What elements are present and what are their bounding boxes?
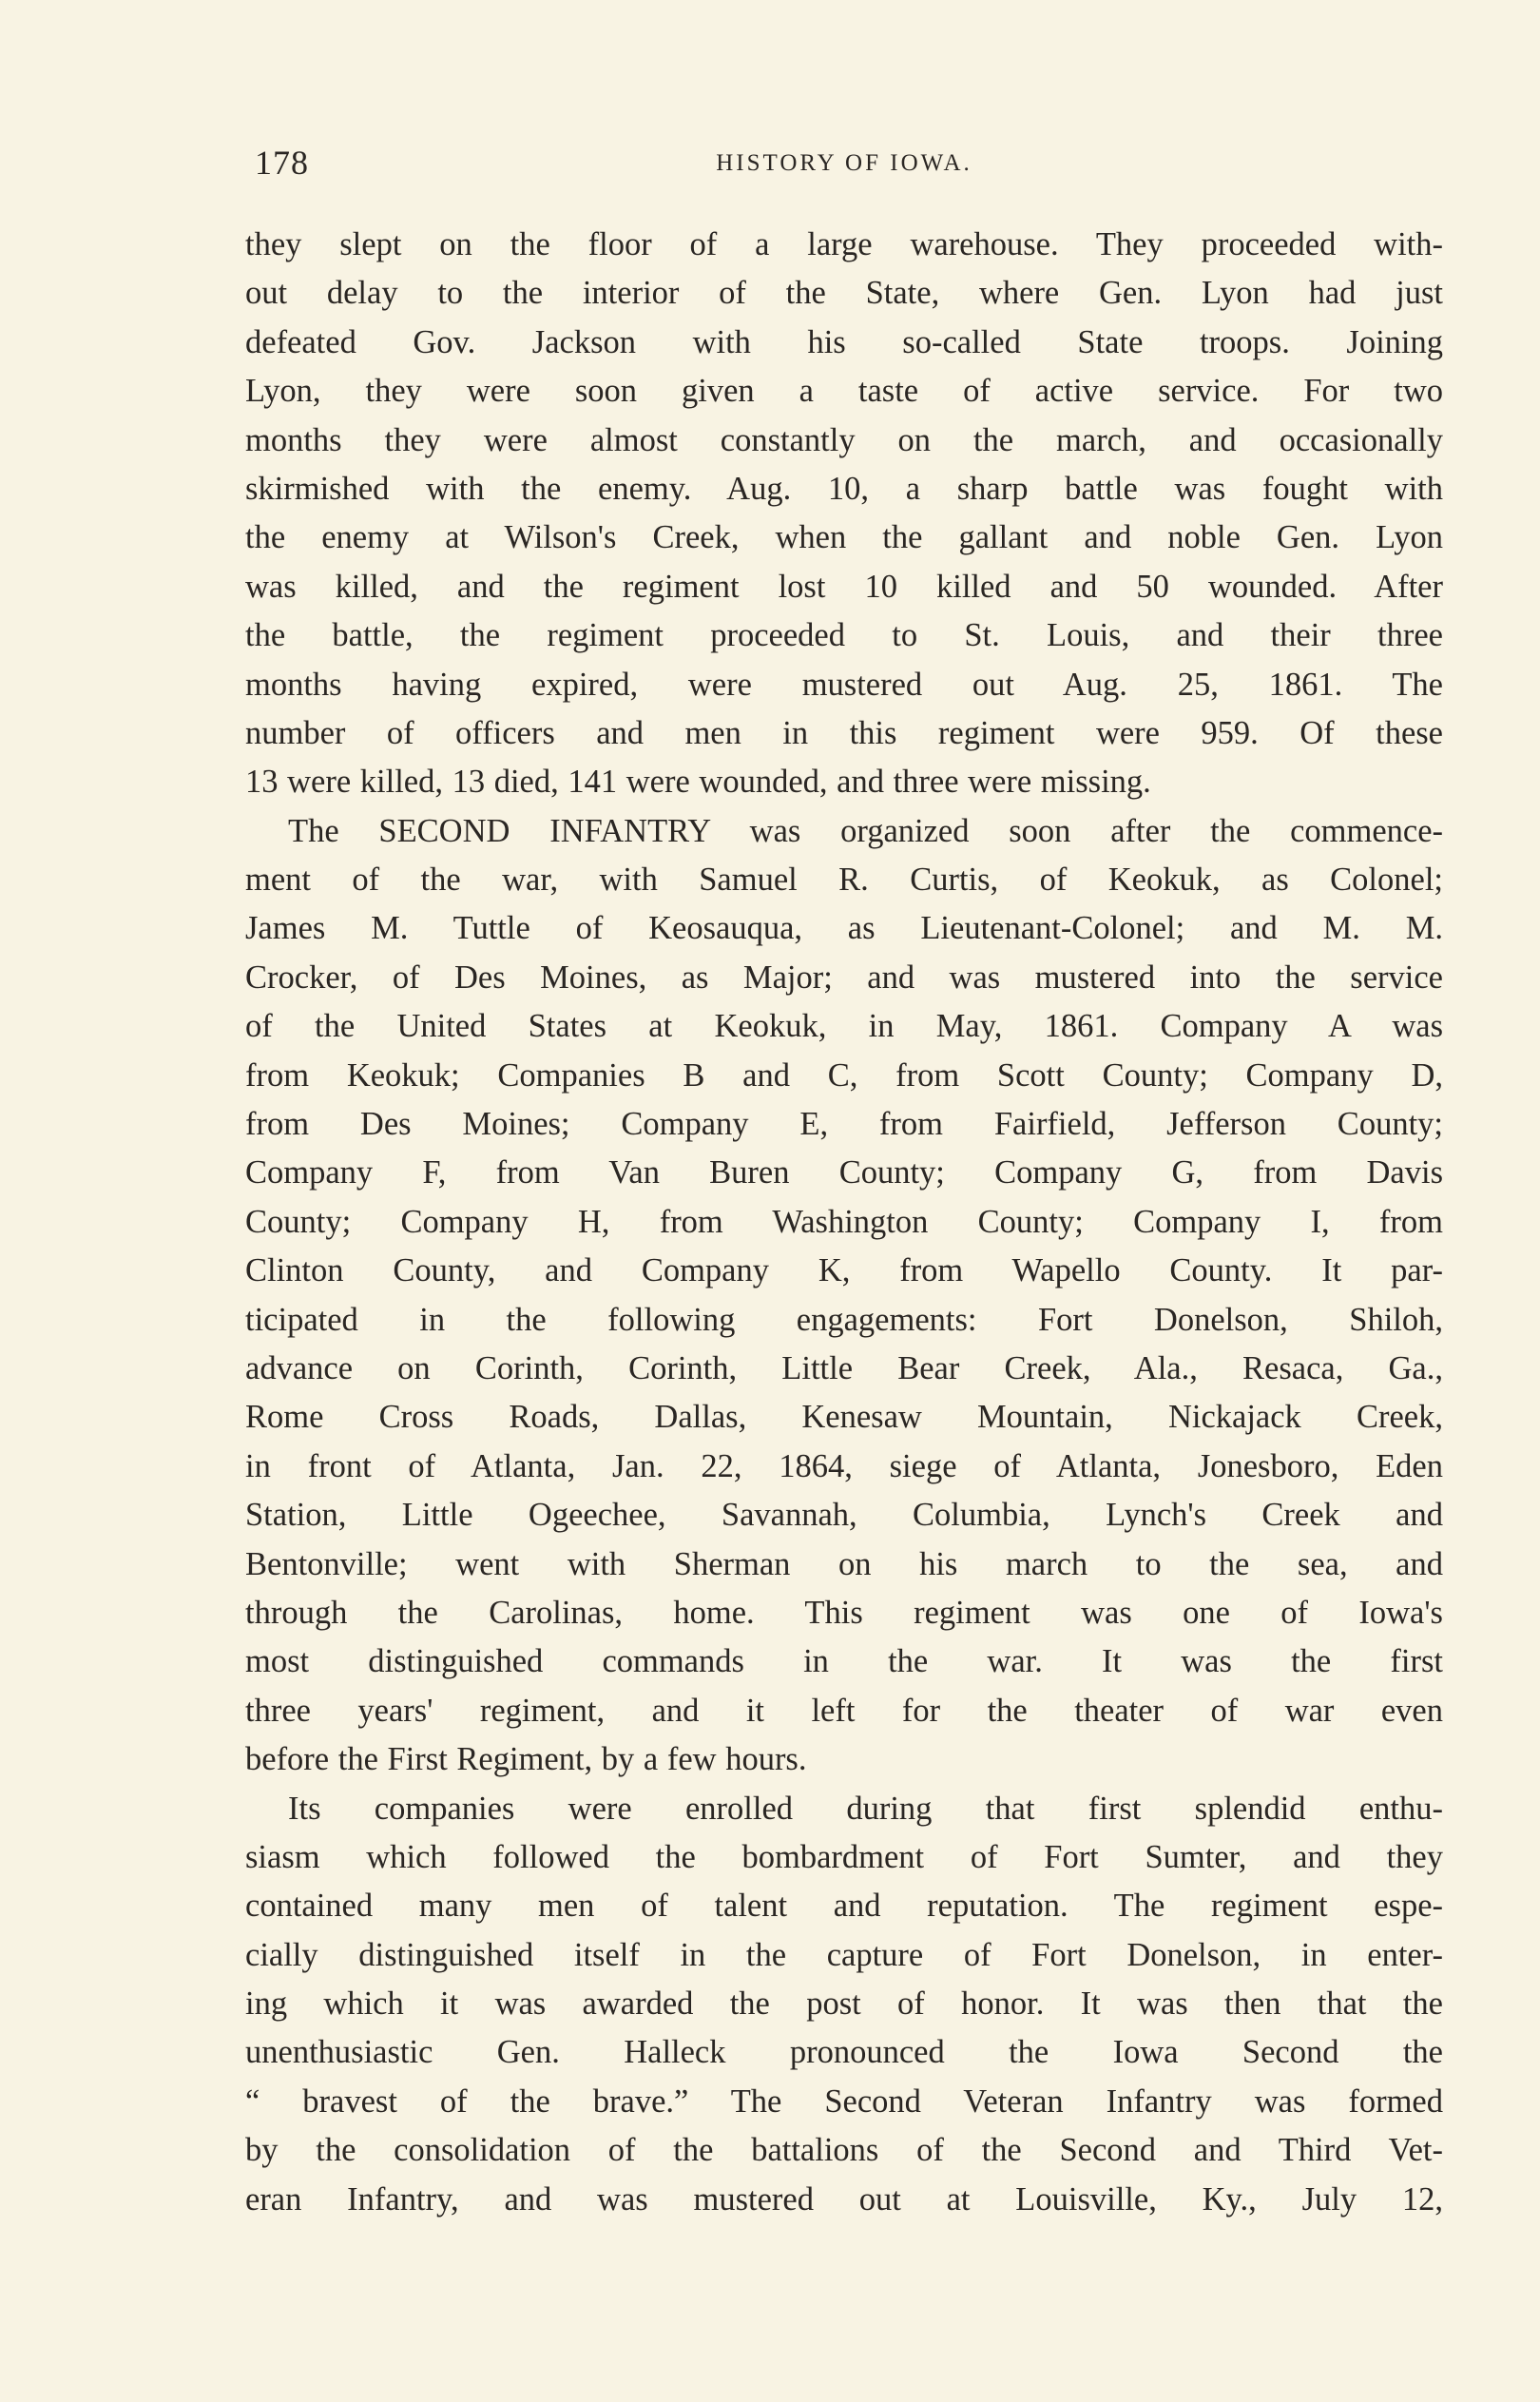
- text-line: by the consolidation of the battalions of the Second and Third Vet-: [245, 2132, 1443, 2169]
- text-line: “ bravest of the brave.” The Second Veteran Infantry was formed: [245, 2082, 1443, 2120]
- text-line: siasm which followed the bombardment of Fort Sumter, and they: [245, 1838, 1443, 1875]
- text-line: contained many men of talent and reputation. The regiment espe-: [245, 1888, 1443, 1925]
- text-line: of the United States at Keokuk, in May, 1861. Company A was: [245, 1008, 1443, 1045]
- text-line: unenthusiastic Gen. Halleck pronounced the Iowa Second the: [245, 2034, 1443, 2071]
- text-line: skirmished with the enemy. Aug. 10, a sharp battle was fought with: [245, 470, 1443, 507]
- text-line: 13 were killed, 13 died, 141 were wounded, and three were missing.: [245, 764, 1151, 801]
- body-text: [245, 221, 1443, 2224]
- text-line: from Keokuk; Companies B and C, from Scott County; Company D,: [245, 1056, 1443, 1094]
- text-line: eran Infantry, and was mustered out at Louisville, Ky., July 12,: [245, 2180, 1443, 2218]
- text-line: months they were almost constantly on the march, and occasionally: [245, 421, 1443, 458]
- text-line: Company F, from Van Buren County; Company G, from Davis: [245, 1154, 1443, 1191]
- text-line: out delay to the interior of the State, where Gen. Lyon had just: [245, 275, 1443, 312]
- text-line: Its companies were enrolled during that first splendid enthu-: [288, 1790, 1443, 1827]
- page-header: [255, 143, 1434, 190]
- text-line: they slept on the floor of a large warehouse. They proceeded with-: [245, 226, 1443, 262]
- text-line: cially distinguished itself in the capture of Fort Donelson, in enter-: [245, 1936, 1443, 1973]
- text-line: ticipated in the following engagements: Fort Donelson, Shiloh,: [245, 1301, 1443, 1338]
- text-line: was killed, and the regiment lost 10 killed and 50 wounded. After: [245, 568, 1443, 605]
- text-line: ment of the war, with Samuel R. Curtis, of Keokuk, as Colonel;: [245, 862, 1443, 899]
- text-line: most distinguished commands in the war. It was the first: [245, 1643, 1443, 1680]
- text-line: from Des Moines; Company E, from Fairfield, Jefferson County;: [245, 1106, 1443, 1143]
- text-line: Rome Cross Roads, Dallas, Kenesaw Mountain, Nickajack Creek,: [245, 1399, 1443, 1436]
- text-line: The SECOND INFANTRY was organized soon after the commence-: [288, 812, 1443, 849]
- text-line: three years' regiment, and it left for the theater of war even: [245, 1692, 1443, 1729]
- text-line: County; Company H, from Washington County; Company I, from: [245, 1203, 1443, 1240]
- text-line: Station, Little Ogeechee, Savannah, Columbia, Lynch's Creek and: [245, 1497, 1443, 1534]
- text-line: months having expired, were mustered out Aug. 25, 1861. The: [245, 666, 1443, 703]
- text-line: Crocker, of Des Moines, as Major; and was mustered into the service: [245, 959, 1443, 996]
- text-line: the battle, the regiment proceeded to St. Louis, and their three: [245, 617, 1443, 654]
- text-line: ing which it was awarded the post of honor. It was then that the: [245, 1986, 1443, 2023]
- text-line: defeated Gov. Jackson with his so-called State troops. Joining: [245, 323, 1443, 360]
- text-line: the enemy at Wilson's Creek, when the gallant and noble Gen. Lyon: [245, 519, 1443, 556]
- running-title: HISTORY OF IOWA.: [716, 150, 972, 176]
- text-line: Bentonville; went with Sherman on his march to the sea, and: [245, 1545, 1443, 1582]
- text-line: in front of Atlanta, Jan. 22, 1864, siege of Atlanta, Jonesboro, Eden: [245, 1447, 1443, 1484]
- text-line: through the Carolinas, home. This regiment was one of Iowa's: [245, 1594, 1443, 1631]
- page-number: 178: [255, 144, 309, 182]
- text-line: before the First Regiment, by a few hours.: [245, 1741, 807, 1778]
- text-line: number of officers and men in this regiment were 959. Of these: [245, 714, 1443, 751]
- text-line: Clinton County, and Company K, from Wapello County. It par-: [245, 1252, 1443, 1289]
- text-line: advance on Corinth, Corinth, Little Bear Creek, Ala., Resaca, Ga.,: [245, 1349, 1443, 1386]
- text-line: James M. Tuttle of Keosauqua, as Lieutenant-Colonel; and M. M.: [245, 910, 1443, 947]
- text-line: Lyon, they were soon given a taste of active service. For two: [245, 373, 1443, 410]
